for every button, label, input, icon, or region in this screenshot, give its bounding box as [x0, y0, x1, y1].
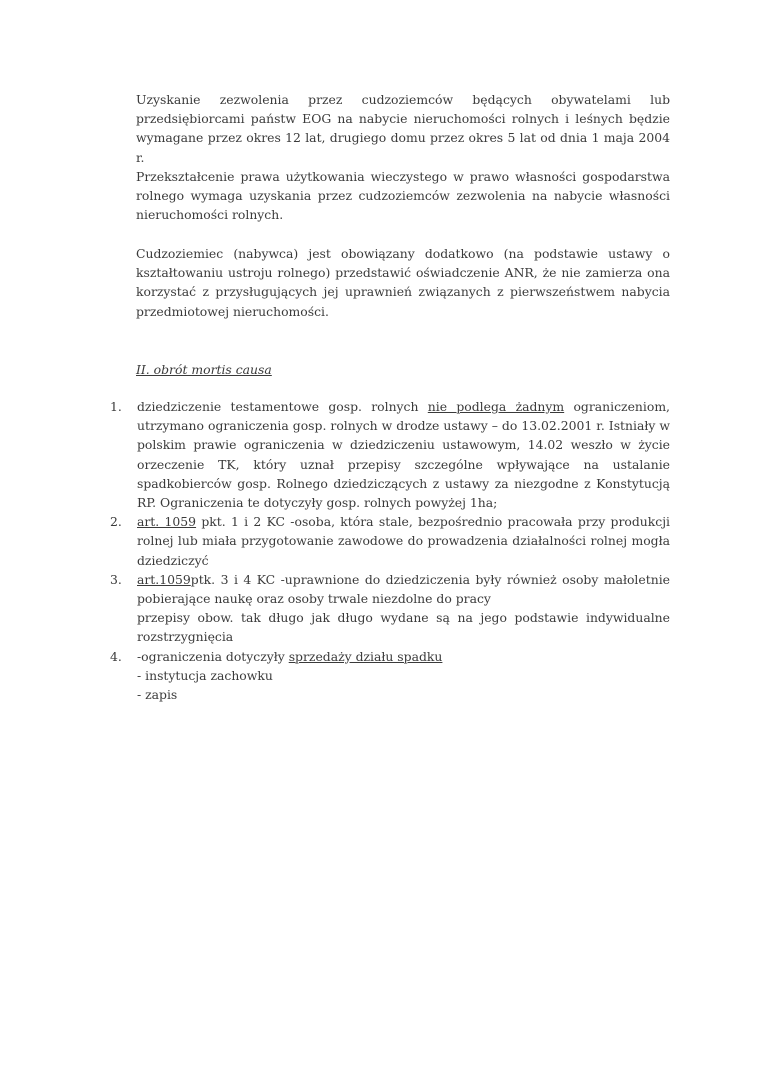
- numbered-list: [110, 397, 670, 704]
- list-item-emphasis: nie podlega żadnym: [427, 399, 565, 414]
- list-item-extra-text: przepisy obow. tak długo jak długo wydane są na jego podstawie indywidualne rozstrzygnięcia: [137, 610, 670, 645]
- list-item-number: 1.: [110, 399, 122, 414]
- list-item: [110, 512, 670, 570]
- list-item-text: ograniczeniom, utrzymano ograniczenia gosp. rolnych w drodze ustawy – do 13.02.2001 r. Istniały w polskim prawie ograniczenia w dziedziczeniu ustawowym, 14.02 weszło w życie orzeczenie TK, który uznał przepisy szczególne wpływające na ustalanie spadkobierców gosp. Rolnego dziedziczących z ustawy za niezgodne z Konstytucją RP. Ograniczenia te dotyczyły gosp. rolnych powyżej 1ha;: [137, 399, 671, 511]
- paragraph-anr-statement: Cudzoziemiec (nabywca) jest obowiązany dodatkowo (na podstawie ustawy o kształtowaniu ustroju rolnego) przedstawić oświadczenie ANR, że nie zamierza ona korzystać z przysługujących jej uprawnień związanych z pierwszeństwem nabycia przedmiotowej nieruchomości.: [136, 246, 670, 319]
- list-item: [110, 397, 670, 512]
- list-item-number: 3.: [110, 571, 122, 587]
- list-item-text: dziedziczenie testamentowe gosp. rolnych: [137, 399, 428, 414]
- paragraph-foreigner-permit: Uzyskanie zezwolenia przez cudzoziemców będących obywatelami lub przedsiębiorcami państw EOG na nabycie nieruchomości rolnych i leśnych będzie wymagane przez okres 12 lat, drugiego domu przez okres 5 lat od dnia 1 maja 2004 r.: [136, 92, 670, 165]
- list-item-number: 2.: [110, 514, 122, 530]
- list-subitem: - zapis: [137, 687, 178, 703]
- list-item-text: pkt. 1 i 2 KC -osoba, która stale, bezpośrednio pracowała przy produkcji rolnej lub miała przygotowanie zawodowe do prowadzenia działalności rolnej mogła dziedziczyć: [137, 514, 671, 568]
- list-item-text: -ograniczenia dotyczyły: [137, 648, 289, 664]
- paragraph-perpetual-usufruct: Przekształcenie prawa użytkowania wieczystego w prawo własności gospodarstwa rolnego wymaga uzyskania przez cudzoziemców zezwolenia na nabycie własności nieruchomości rolnych.: [136, 169, 670, 223]
- list-item-emphasis: sprzedaży działu spadku: [288, 648, 443, 664]
- list-item-text: ptk. 3 i 4 KC -uprawnione do dziedziczenia były również osoby małoletnie pobierające naukę oraz osoby trwale niezdolne do pracy: [137, 571, 670, 607]
- list-item: [110, 570, 670, 647]
- list-item: [110, 647, 670, 705]
- section-heading: II. obrót mortis causa: [136, 362, 272, 377]
- list-item-number: 4.: [110, 648, 122, 664]
- list-item-article-ref: art.1059: [137, 571, 191, 587]
- list-subitem: - instytucja zachowku: [137, 667, 273, 683]
- list-item-article-ref: art. 1059: [137, 514, 197, 530]
